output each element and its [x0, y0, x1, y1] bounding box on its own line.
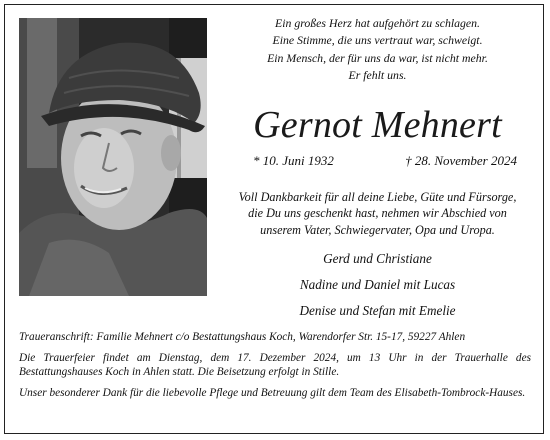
thanks-line: Voll Dankbarkeit für all deine Liebe, Güte und Fürsorge, — [238, 189, 517, 204]
ceremony-info: Die Trauerfeier findet am Dienstag, dem 17. Dezember 2024, um 13 Uhr in der Trauerhalle des Bestattungshauses Koch in Ahlen statt. Die Beisetzung erfolgt in Stille. — [19, 351, 531, 378]
thanks-line: unserem Vater, Schwiegervater, Opa und Uropa. — [260, 222, 495, 237]
life-dates — [253, 153, 517, 169]
poem-line: Er fehlt uns. — [348, 68, 407, 83]
deceased-name: Gernot Mehnert — [253, 103, 502, 146]
poem-line: Ein Mensch, der für uns da war, ist nicht mehr. — [267, 50, 488, 65]
portrait-photo — [19, 18, 207, 296]
mourning-address: Traueranschrift: Familie Mehnert c/o Bestattungshaus Koch, Warendorfer Str. 15-17, 59227 Ahlen — [19, 331, 466, 343]
death-date: † 28. November 2024 — [405, 152, 517, 168]
poem-line: Eine Stimme, die uns vertraut war, schweigt. — [272, 33, 483, 48]
gratitude-note: Unser besonderer Dank für die liebevolle Pflege und Betreuung gilt dem Team des Elisabeth-Tombrock-Hauses. — [19, 386, 526, 399]
poem-line: Ein großes Herz hat aufgehört zu schlagen. — [274, 16, 480, 30]
thanks-line: die Du uns geschenkt hast, nehmen wir Abschied von — [248, 206, 507, 221]
birth-date: * 10. Juni 1932 — [253, 152, 334, 168]
notice-main — [215, 12, 540, 324]
mourner: Gerd und Christiane — [323, 251, 432, 267]
poem — [215, 15, 540, 85]
thanks-text — [215, 189, 540, 239]
mourner: Nadine und Daniel mit Lucas — [299, 277, 456, 293]
mourner: Denise und Stefan mit Emelie — [299, 303, 456, 319]
notice-footer — [19, 330, 531, 406]
mourners-list — [215, 246, 540, 324]
